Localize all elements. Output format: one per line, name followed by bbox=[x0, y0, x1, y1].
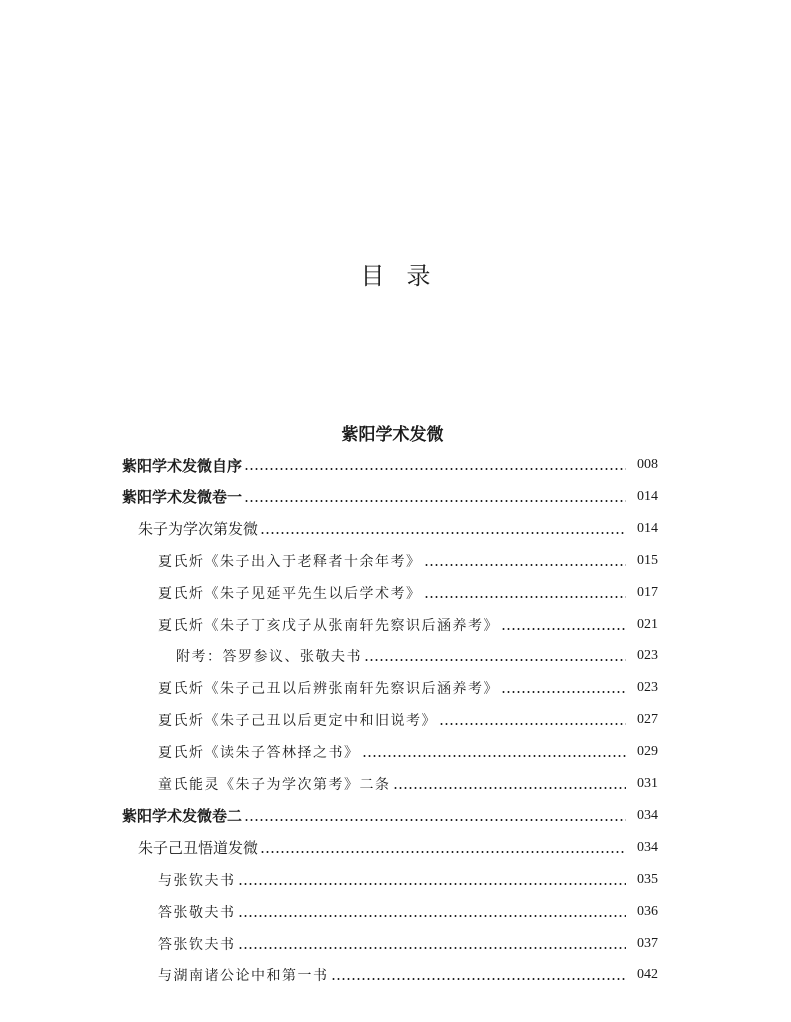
toc-entry bbox=[138, 833, 632, 863]
toc-row[interactable] bbox=[0, 673, 791, 703]
toc-entry bbox=[122, 801, 632, 831]
toc-entry-page-number: 031 bbox=[637, 776, 658, 791]
toc-entry-page-number: 029 bbox=[637, 744, 658, 760]
toc-entry-title: 答张钦夫书 bbox=[158, 936, 236, 953]
toc-entry-page-number: 034 bbox=[637, 807, 658, 823]
section-title: 紫阳学术发微 bbox=[341, 425, 444, 445]
toc-entry-title: 夏氏炘《朱子己丑以后更定中和旧说考》 bbox=[158, 713, 437, 730]
toc-entry-title: 朱子为学次第发微 bbox=[138, 520, 259, 539]
toc-entry bbox=[122, 482, 632, 512]
toc-leader-dots bbox=[244, 500, 626, 502]
toc-entry-title: 与湖南诸公论中和第一书 bbox=[158, 968, 329, 985]
toc-row[interactable] bbox=[0, 737, 791, 767]
toc-entry-page-number: 014 bbox=[637, 488, 658, 504]
toc-entry-page-number: 008 bbox=[637, 457, 658, 472]
toc-row[interactable] bbox=[0, 578, 791, 608]
toc-entry-page-number: 021 bbox=[637, 616, 658, 632]
toc-entry-title: 夏氏炘《读朱子答林择之书》 bbox=[158, 745, 360, 762]
toc-leader-dots bbox=[238, 883, 627, 885]
toc-entry bbox=[138, 514, 632, 544]
toc-entry-page-number: 036 bbox=[637, 903, 658, 919]
toc-entry bbox=[158, 673, 632, 703]
toc-entry-title: 附考：答罗参议、张敬夫书 bbox=[176, 649, 362, 666]
toc-entry-page-number: 042 bbox=[637, 967, 658, 983]
toc-row[interactable] bbox=[0, 705, 791, 735]
toc-entry-title: 童氏能灵《朱子为学次第考》二条 bbox=[158, 777, 391, 793]
toc-entry bbox=[158, 610, 632, 640]
toc-entry-page-number: 014 bbox=[637, 520, 658, 536]
toc-entry bbox=[158, 929, 632, 959]
toc-entry bbox=[158, 960, 632, 990]
toc-leader-dots bbox=[238, 915, 627, 917]
toc-entry bbox=[158, 578, 632, 608]
toc-row[interactable] bbox=[0, 546, 791, 576]
toc-entry bbox=[158, 769, 632, 799]
toc-leader-dots bbox=[260, 532, 626, 534]
toc-leader-dots bbox=[244, 819, 626, 821]
toc-entry-title: 答张敬夫书 bbox=[158, 904, 236, 921]
toc-leader-dots bbox=[238, 947, 627, 949]
toc-leader-dots bbox=[331, 978, 627, 980]
toc-entry-page-number: 023 bbox=[637, 680, 658, 696]
toc-leader-dots bbox=[501, 628, 626, 630]
toc-row[interactable] bbox=[0, 450, 791, 480]
toc-row[interactable] bbox=[0, 960, 791, 990]
toc-row[interactable] bbox=[0, 641, 791, 671]
toc-entry bbox=[122, 450, 632, 480]
toc-row[interactable] bbox=[0, 769, 791, 799]
toc-entry bbox=[158, 865, 632, 895]
toc-leader-dots bbox=[244, 468, 626, 470]
toc-row[interactable] bbox=[0, 801, 791, 831]
toc-entry-title: 夏氏炘《朱子己丑以后辨张南轩先察识后涵养考》 bbox=[158, 681, 499, 698]
toc-entry-title: 紫阳学术发微卷一 bbox=[122, 488, 243, 507]
toc-entry-title: 夏氏炘《朱子见延平先生以后学术考》 bbox=[158, 585, 422, 602]
toc-entry-page-number: 017 bbox=[637, 584, 658, 600]
toc-leader-dots bbox=[260, 851, 626, 853]
toc-entry-title: 朱子己丑悟道发微 bbox=[138, 839, 259, 858]
toc-leader-dots bbox=[364, 659, 626, 661]
toc-entry-page-number: 027 bbox=[637, 712, 658, 728]
toc-leader-dots bbox=[362, 755, 627, 757]
toc-entry bbox=[158, 897, 632, 927]
toc-row[interactable] bbox=[0, 482, 791, 512]
toc-entry-page-number: 034 bbox=[637, 839, 658, 855]
page-title: 目录 bbox=[360, 262, 453, 290]
toc-entry-page-number: 035 bbox=[637, 871, 658, 887]
toc-entry-title: 夏氏炘《朱子出入于老释者十余年考》 bbox=[158, 553, 422, 570]
toc-row[interactable] bbox=[0, 833, 791, 863]
toc-entry bbox=[158, 546, 632, 576]
toc-row[interactable] bbox=[0, 610, 791, 640]
toc-leader-dots bbox=[424, 564, 627, 566]
toc-entry-title: 与张钦夫书 bbox=[158, 872, 236, 889]
toc-row[interactable] bbox=[0, 865, 791, 895]
toc-entry bbox=[176, 641, 632, 671]
toc-entry-title: 紫阳学术发微自序 bbox=[122, 456, 243, 475]
toc-leader-dots bbox=[393, 787, 627, 789]
toc-row[interactable] bbox=[0, 897, 791, 927]
toc-leader-dots bbox=[424, 596, 627, 598]
toc-row[interactable] bbox=[0, 929, 791, 959]
toc-entry-title: 夏氏炘《朱子丁亥戊子从张南轩先察识后涵养考》 bbox=[158, 617, 499, 634]
toc-entry-page-number: 037 bbox=[637, 935, 658, 951]
toc-entry bbox=[158, 705, 632, 735]
toc-leader-dots bbox=[501, 691, 626, 693]
toc-leader-dots bbox=[439, 723, 626, 725]
toc-entry bbox=[158, 737, 632, 767]
toc-entry-page-number: 023 bbox=[637, 648, 658, 664]
toc-entry-page-number: 015 bbox=[637, 552, 658, 568]
toc-entry-title: 紫阳学术发微卷二 bbox=[122, 807, 243, 826]
toc-row[interactable] bbox=[0, 514, 791, 544]
